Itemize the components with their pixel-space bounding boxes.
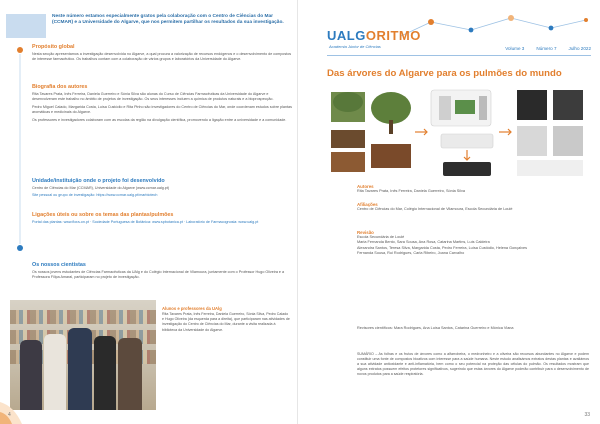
byline-label: Autores bbox=[357, 184, 374, 189]
logo-subtitle: Academia Júnior de Ciências bbox=[329, 44, 381, 49]
paragraph: Pedro Miguel Calado, Margarida Costa, Luísa Custódio e Rita Pinho são investigadores do Centro de Ciências do Mar, onde coordenam estudos sobre plantas aromáticas e medicinais do Algarve. bbox=[32, 104, 292, 115]
byline-authors bbox=[357, 184, 589, 196]
byline-label: Afiliações bbox=[357, 202, 378, 207]
section-propósito bbox=[32, 44, 292, 65]
masthead-rule bbox=[327, 55, 591, 56]
article-title: Das árvores do Algarve para os pulmões do mundo bbox=[327, 68, 562, 79]
photo-caption bbox=[162, 306, 290, 333]
byline-label: Revisão bbox=[357, 230, 374, 235]
person bbox=[44, 334, 66, 410]
byline-text: Centro de Ciências do Mar, Colégio Internacional de Vilamoura, Escola Secundária de Loulé bbox=[357, 207, 513, 211]
byline-affiliations bbox=[357, 202, 589, 214]
paragraph: Os professores e investigadores colaboram com as escolas da região na divulgação científica, promovendo a ligação entre a universidade e a comunidade. bbox=[32, 117, 287, 122]
paragraph: Nesta secção apresentamos a investigação desenvolvida no Algarve, a qual procura a valorização de recursos endógenos e o desenvolvimento de compostos de interesse farmacêutico. Os trabalhos contam com a colaboração de vários grupos e laboratórios da Universidade do Algarve. bbox=[32, 52, 292, 62]
section-title: Ligações úteis ou sobre os temas das plantas/pulmões bbox=[32, 212, 174, 218]
byline-reviewers bbox=[357, 326, 589, 333]
intro-banner bbox=[6, 14, 46, 38]
link-text[interactable]: Portal das plantas: www.flora-on.pt · Sociedade Portuguesa de Botânica: www.spbotanica.pt · Laboratório de Farmacognosia: www.ualg.pt bbox=[32, 220, 259, 224]
caption-title: Alunos e professores da UAlg bbox=[162, 306, 222, 311]
section-title: Biografia dos autores bbox=[32, 84, 88, 90]
section-title: Propósito global bbox=[32, 44, 75, 50]
page-number: 33 bbox=[584, 412, 590, 418]
section-ligacoes bbox=[32, 212, 292, 227]
paragraph: Centro de Ciências do Mar (CCMAR), Universidade do Algarve (www.ccmar.ualg.pt) bbox=[32, 186, 170, 190]
issue-volume: Volume 3 bbox=[505, 46, 525, 51]
article-abstract: SUMÁRIO – As folhas e os frutos de árvores como a alfarrobeira, o medronheiro e a oliveira são recursos abundantes no Algarve e podem constituir uma fonte de compostos bioativos com interesse para a saúde humana. Neste estudo analisámos extratos destas plantas e avaliámos a sua atividade antioxidante e anti-inflamatória, bem como o seu potencial na proteção das células do pulmão. Os resultados mostram que alguns extratos possuem efeitos protetores significativos, sugerindo que estas árvores do Algarve poderão contribuir para o desenvolvimento de novos produtos para a saúde respiratória. bbox=[357, 352, 589, 377]
person bbox=[118, 338, 142, 410]
person bbox=[68, 328, 92, 410]
right-page bbox=[301, 0, 600, 424]
magazine-logo bbox=[327, 28, 421, 43]
section-biografia bbox=[32, 84, 292, 125]
page-number: 4 bbox=[8, 412, 11, 418]
section-title: Os nossos cientistas bbox=[32, 262, 86, 268]
section-title: Unidade/instituição onde o projeto foi desenvolvido bbox=[32, 178, 165, 184]
article-figure bbox=[331, 86, 589, 178]
left-page bbox=[0, 0, 298, 424]
byline-text: Rita Tavares Prata, Inês Ferreira, Daniela Guerreiro, Sónia Silva bbox=[357, 189, 465, 193]
masthead bbox=[327, 22, 591, 58]
logo-prefix: UALG bbox=[327, 28, 366, 43]
issue-date: Julho 2022 bbox=[568, 46, 591, 51]
sidebar-decoration bbox=[14, 44, 26, 254]
byline-text: Escola Secundária de Loulé Maria Fernanda Bento, Sara Sousa, Ana Rosa, Catarina Martins, Luís Caldeira Alexandra Santos, Teresa Silva, Margarida Costa, Pedro Ferreira, Luísa Custódio, Helena Gonçalves Fernanda Sousa, Rui Rodrigues, Carla Ribeiro, Joana Carvalho bbox=[357, 235, 528, 255]
logo-suffix: ORITMO bbox=[365, 28, 421, 43]
issue-number: Número 7 bbox=[536, 46, 557, 51]
molecule-graphic bbox=[391, 12, 591, 42]
byline-text: Revisores científicos: Mara Rodrigues, Ana Luísa Santos, Catarina Guerreiro e Mónica Viana bbox=[357, 326, 514, 330]
section-unidade bbox=[32, 178, 292, 201]
paragraph: Os nossos jovens estudantes de Ciências Farmacêuticas da UAlg e do Colégio Internacional de Vilamoura, juntamente com o Professor Hugo Oliveira e a Professora Filipa Amaral, participaram no projeto de investigação. bbox=[32, 270, 285, 280]
bookshelf bbox=[10, 310, 156, 324]
intro-text: Neste número estamos especialmente gratos pela colaboração com o Centro de Ciências do Mar (CCMAR) e a Universidade do Algarve, que nos permitem partilhar os resultados da sua investigação. bbox=[52, 14, 284, 26]
corner-decoration bbox=[0, 384, 40, 424]
paragraph: Rita Tavares Prata, Inês Ferreira, Daniela Guerreiro e Sónia Silva são alunas do Curso de Ciências Farmacêuticas da Universidade do Algarve e desenvolveram este trabalho no âmbito de projetos de investigação. Os seus interesses incluem a química de produtos naturais e a bioprospecção. bbox=[32, 92, 274, 102]
issue-meta bbox=[505, 46, 591, 51]
person bbox=[94, 336, 116, 410]
caption-text: Rita Tavares Prata, Inês Ferreira, Daniela Guerreiro, Sónia Silva, Pedro Calado e Hugo Oliveira (da esquerda para a direita), que participaram nas atividades de investigação do Centro de Ciências do Mar, durante a visita realizada à biblioteca da Universidade do Algarve. bbox=[162, 312, 290, 332]
section-cientistas bbox=[32, 262, 292, 283]
link-text[interactable]: Site pessoal ou grupo de investigação: https://www.ccmar.ualg.pt/marbiotech bbox=[32, 193, 158, 198]
byline-review bbox=[357, 230, 589, 258]
